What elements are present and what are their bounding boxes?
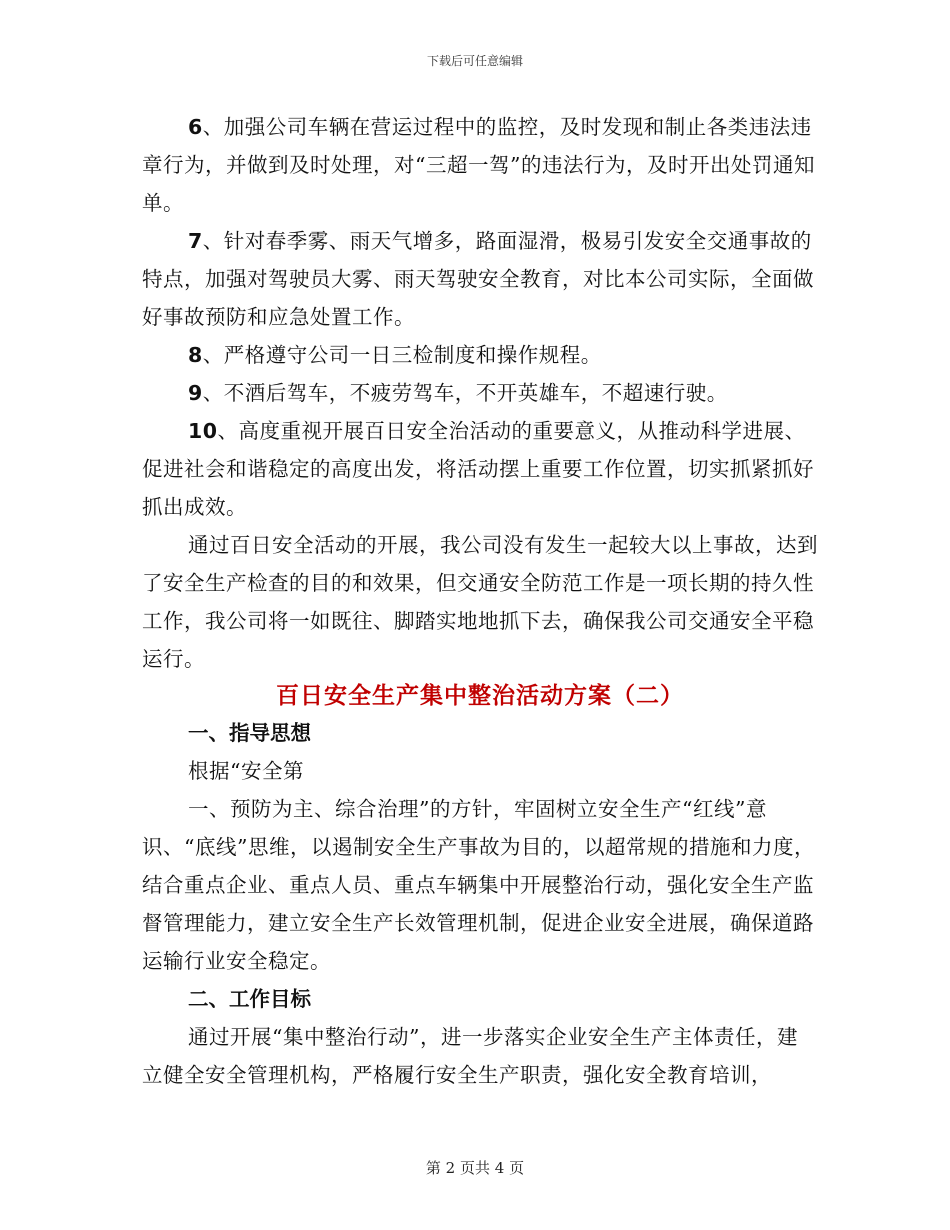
conclusion-paragraph: 通过百日安全活动的开展，我公司没有发生一起较大以上事故，达到了安全生产检查的目的和效果，但交通安全防范工作是一项长期的持久性工作，我公司将一如既往、脚踏实地地抓下去，确保我公司交通安全平稳运行。 (142, 533, 818, 671)
heading-work-goals: 二、工作目标 (188, 987, 311, 1011)
heading-guiding-ideology: 一、指导思想 (188, 721, 311, 745)
list-item-10 (142, 412, 818, 526)
item-text: 、不酒后驾车，不疲劳驾车，不开英雄车，不超速行驶。 (202, 381, 728, 405)
guide-paragraph-2: 一、预防为主、综合治理”的方针，牢固树立安全生产“红线”意识、“底线”思维，以遏制安全生产事故为目的，以超常规的措施和力度，结合重点企业、重点人员、重点车辆集中开展整治行动，强化安全生产监督管理能力，建立安全生产长效管理机制，促进企业安全进展，确保道路运输行业安全稳定。 (142, 797, 815, 973)
list-item-9 (142, 374, 818, 412)
item-text: 、针对春季雾、雨天气增多，路面湿滑，极易引发安全交通事故的特点，加强对驾驶员大雾、雨天驾驶安全教育，对比本公司实际，全面做好事故预防和应急处置工作。 (142, 229, 814, 329)
item-number: 6 (188, 115, 203, 139)
list-item-7 (142, 222, 818, 336)
item-text: 、加强公司车辆在营运过程中的监控，及时发现和制止各类违法违章行为，并做到及时处理，对“三超一驾”的违法行为，及时开出处罚通知单。 (142, 115, 815, 215)
document-body (142, 108, 818, 1094)
item-number: 10 (188, 419, 218, 443)
page-header: 下载后可任意编辑 (426, 54, 523, 68)
goal-paragraph: 通过开展“集中整治行动”，进一步落实企业安全生产主体责任，建立健全安全管理机构，严格履行安全生产职责，强化安全教育培训， (142, 1025, 798, 1087)
item-number: 7 (188, 229, 203, 253)
item-text: 、高度重视开展百日安全治活动的重要意义，从推动科学进展、促进社会和谐稳定的高度出发，将活动摆上重要工作位置，切实抓紧抓好抓出成效。 (142, 419, 814, 519)
list-item-6 (142, 108, 818, 222)
guide-paragraph-1: 根据“安全第 (188, 759, 304, 783)
item-number: 9 (188, 381, 203, 405)
list-item-8 (142, 336, 818, 374)
section-title: 百日安全生产集中整治活动方案（二） (276, 683, 684, 709)
page-footer: 第 2 页共 4 页 (425, 1159, 525, 1177)
item-number: 8 (188, 343, 203, 367)
item-text: 、严格遵守公司一日三检制度和操作规程。 (202, 343, 602, 367)
